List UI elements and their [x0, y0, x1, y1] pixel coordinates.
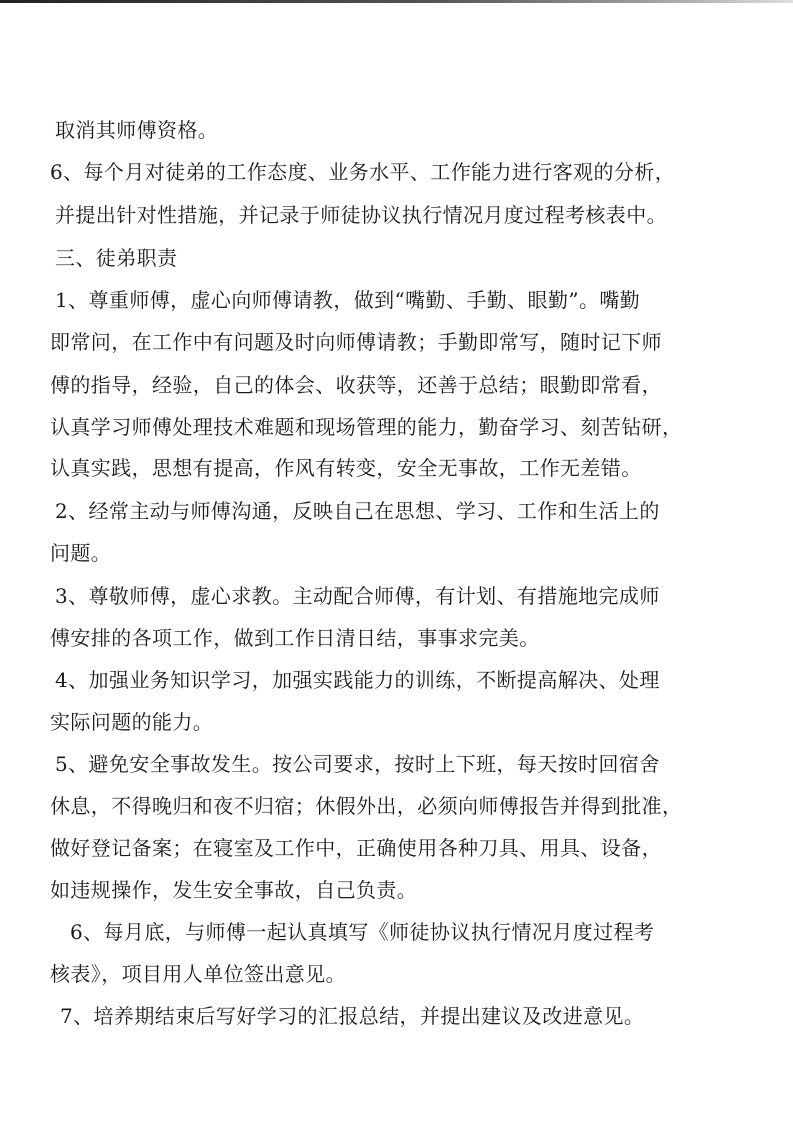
scan-edge: [0, 0, 793, 3]
text-line: 4、加强业务知识学习，加强实践能力的训练，不断提高解决、处理: [55, 668, 660, 692]
text-line: 做好登记备案；在寝室及工作中，正确使用各种刀具、用具、设备，: [50, 836, 662, 860]
text-line: 并提出针对性措施，并记录于师徒协议执行情况月度过程考核表中。: [55, 203, 667, 227]
text-line: 2、经常主动与师傅沟通，反映自己在思想、学习、工作和生活上的: [55, 499, 660, 523]
text-line: 1、尊重师傅，虚心向师傅请教，做到“嘴勤、手勤、眼勤”。嘴勤: [55, 288, 641, 312]
text-line: 傅的指导，经验，自己的体会、收获等，还善于总结；眼勤即常看，: [50, 373, 662, 397]
text-line: 5、避免安全事故发生。按公司要求，按时上下班，每天按时回宿舍: [55, 752, 660, 776]
text-line: 如违规操作，发生安全事故，自己负责。: [50, 878, 418, 902]
text-line: 实际问题的能力。: [50, 710, 214, 734]
text-line: 认真学习师傅处理技术难题和现场管理的能力，勤奋学习、刻苦钻研，: [50, 415, 683, 439]
section-heading: 三、徒弟职责: [55, 246, 178, 270]
text-line: 7、培养期结束后写好学习的汇报总结，并提出建议及改进意见。: [60, 1004, 645, 1028]
text-line: 6、每月底，与师傅一起认真填写《师徒协议执行情况月度过程考: [70, 920, 655, 944]
text-line: 核表》，项目用人单位签出意见。: [50, 962, 346, 986]
text-line: 取消其师傅资格。: [55, 118, 219, 142]
text-line: 认真实践，思想有提高，作风有转变，安全无事故，工作无差错。: [50, 456, 642, 480]
text-line: 休息，不得晚归和夜不归宿；休假外出，必须向师傅报告并得到批准，: [50, 794, 683, 818]
text-line: 6、每个月对徒弟的工作态度、业务水平、工作能力进行客观的分析，: [50, 160, 676, 184]
text-line: 3、尊敬师傅，虚心求教。主动配合师傅，有计划、有措施地完成师: [55, 584, 660, 608]
text-line: 傅安排的各项工作，做到工作日清日结，事事求完美。: [50, 626, 540, 650]
text-line: 问题。: [50, 541, 112, 565]
text-line: 即常问，在工作中有问题及时向师傅请教；手勤即常写，随时记下师: [50, 330, 662, 354]
